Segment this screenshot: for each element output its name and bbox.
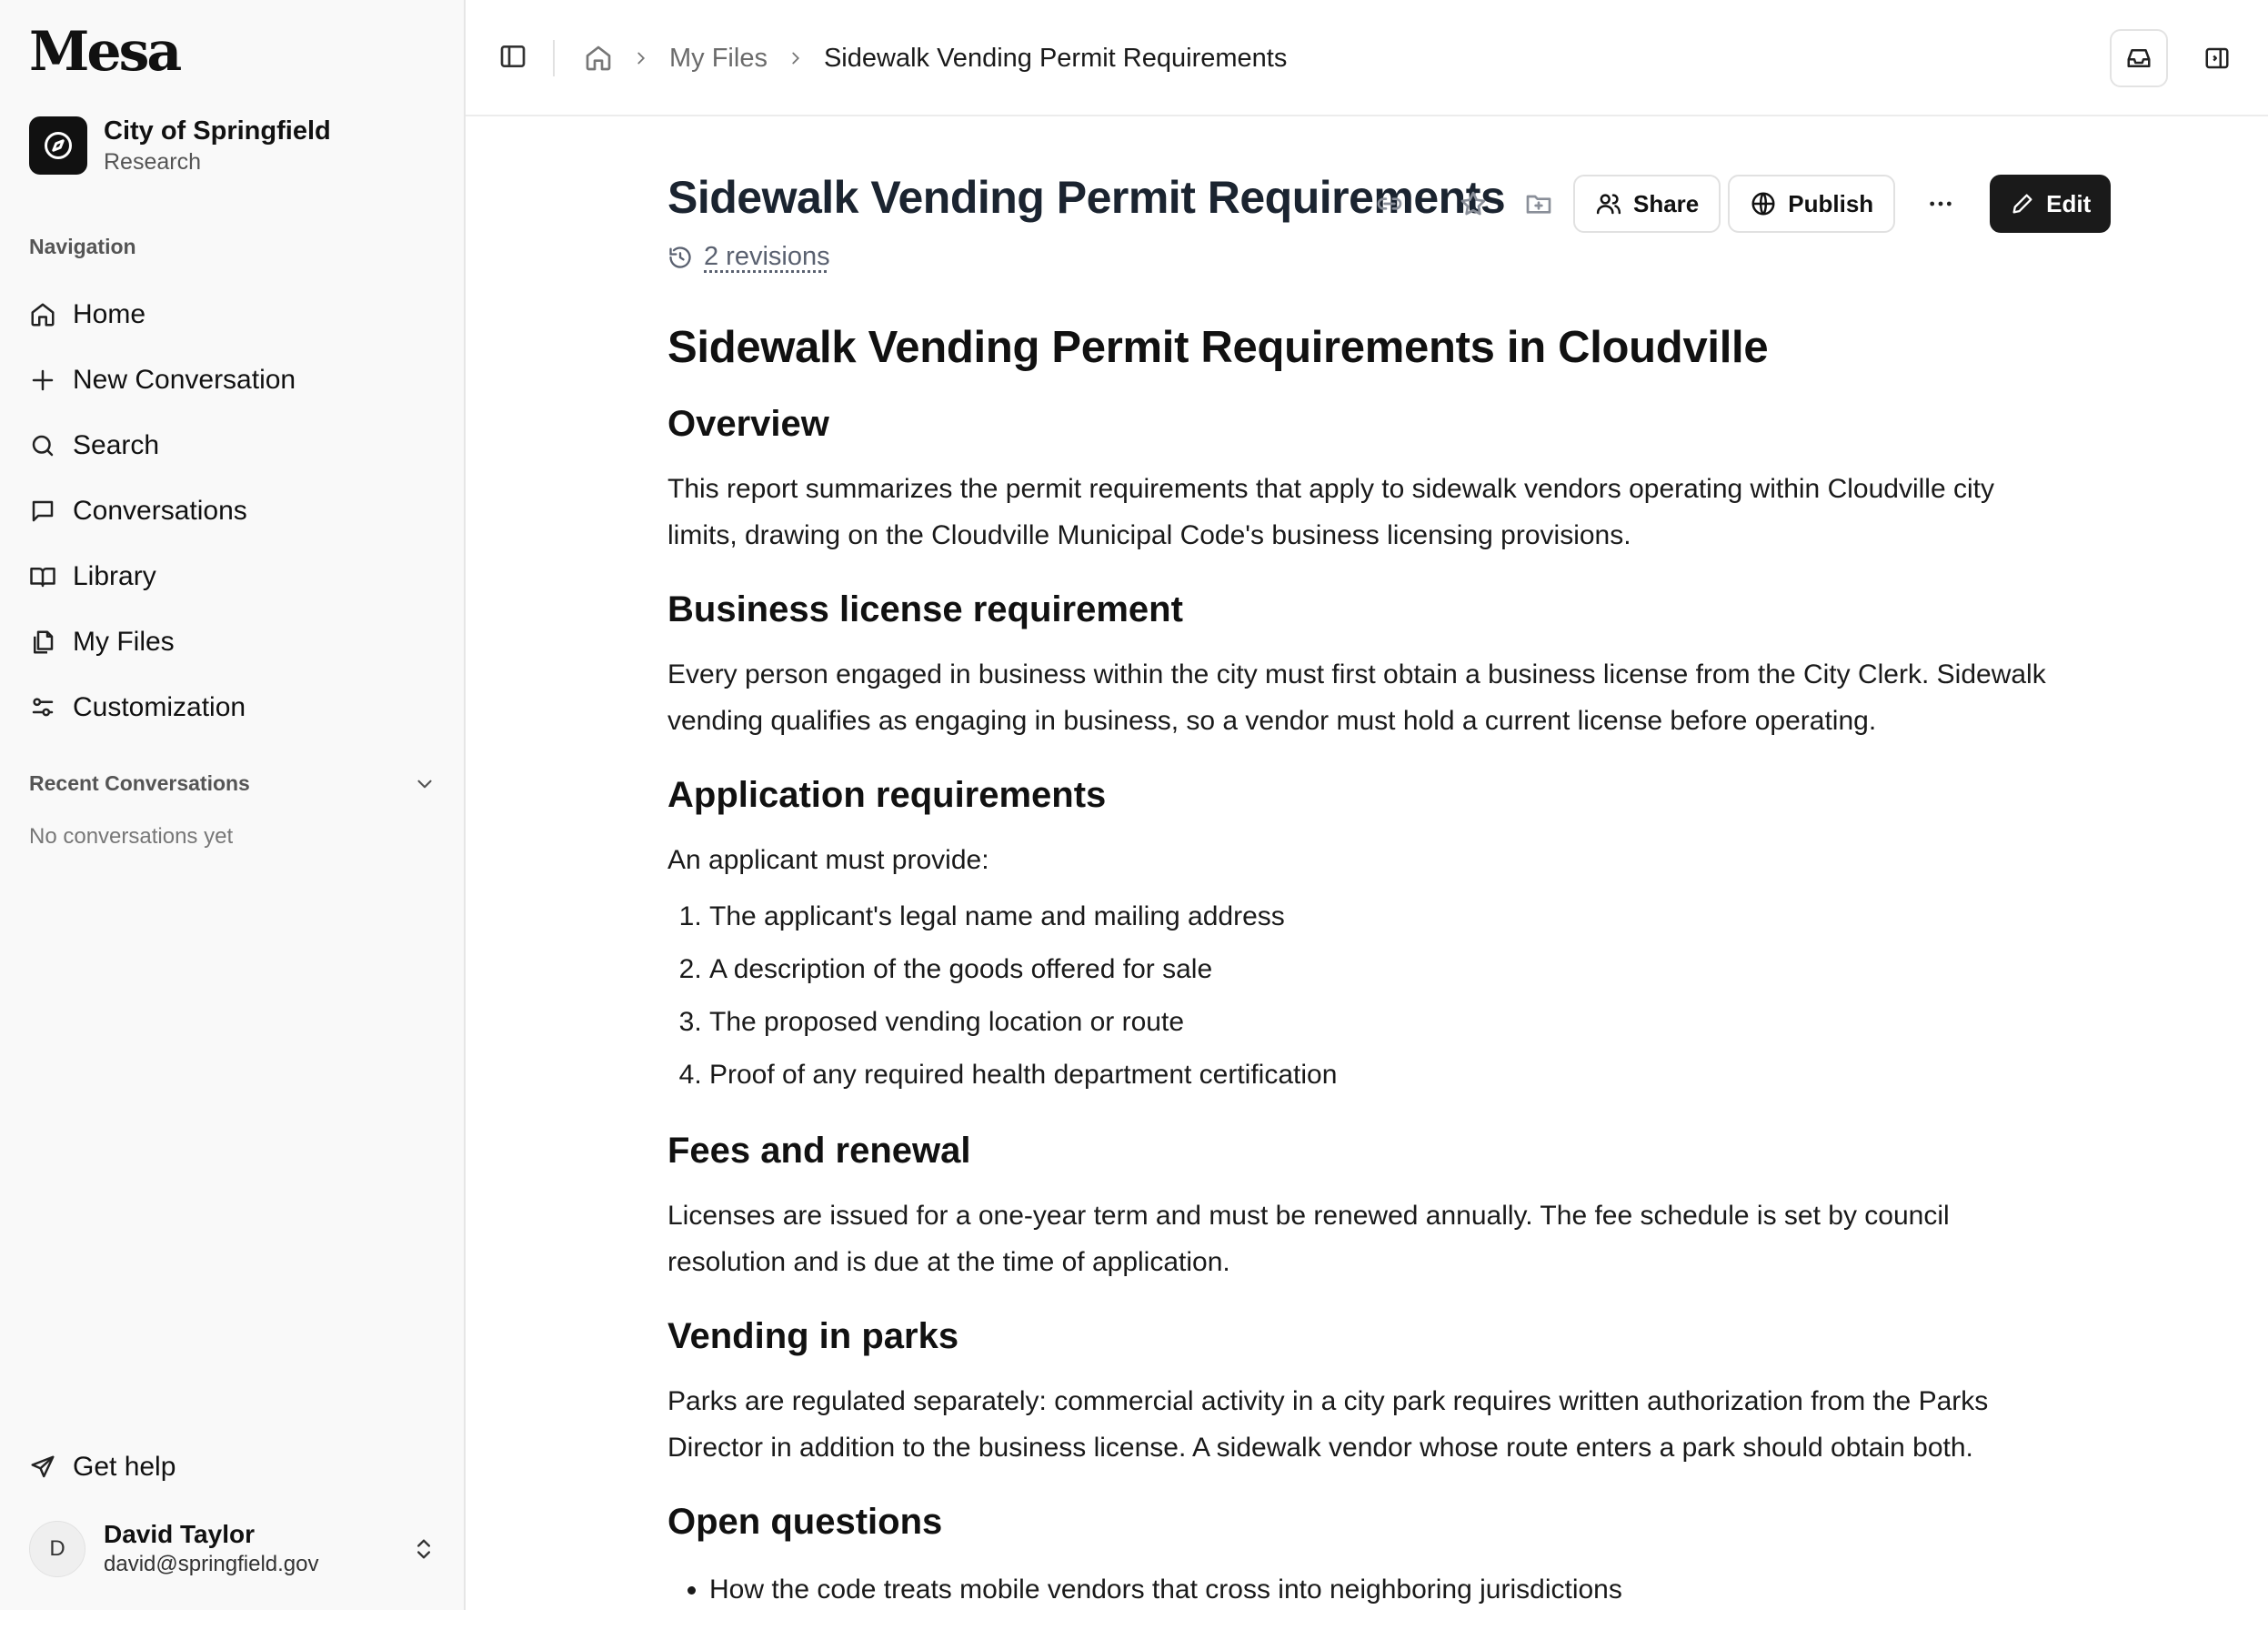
article-title: Sidewalk Vending Permit Requirements in Cloudville <box>667 323 1769 372</box>
sidebar-item-label: New Conversation <box>73 365 296 395</box>
section-heading-application: Application requirements <box>667 775 1107 815</box>
sidebar-item-customization[interactable] <box>29 675 438 740</box>
recent-conversations-toggle[interactable] <box>29 771 437 796</box>
sidebar-icon <box>498 42 527 71</box>
publish-button[interactable] <box>1728 175 1895 233</box>
more-options-button[interactable] <box>1913 175 1968 233</box>
sidebar-item-label: Search <box>73 430 160 460</box>
list-item: 2. A description of the goods offered for sale <box>709 943 2064 996</box>
panel-right-icon <box>2203 45 2231 72</box>
get-help-label: Get help <box>73 1452 176 1482</box>
list-item: 1. The applicant's legal name and mailing address <box>709 890 2064 943</box>
get-help-button[interactable] <box>29 1452 176 1483</box>
revisions-label: 2 revisions <box>704 242 830 271</box>
fees-paragraph: Licenses are issued for a one-year term and must be renewed annually. The fee schedule is set by council resolution and is due at the time of application. <box>667 1201 1950 1277</box>
sidebar-toggle-button[interactable] <box>498 42 527 75</box>
sidebar-item-search[interactable] <box>29 413 438 478</box>
edit-label: Edit <box>2046 189 2092 217</box>
compass-icon <box>29 116 87 175</box>
sidebar <box>0 0 466 1610</box>
sidebar-item-label: Conversations <box>73 496 247 526</box>
chat-icon <box>29 498 56 525</box>
document-view <box>667 116 2092 1605</box>
user-email: david@springfield.gov <box>104 1552 319 1576</box>
plus-icon <box>29 367 56 394</box>
home-icon[interactable] <box>584 44 613 73</box>
edit-button[interactable] <box>1990 175 2111 233</box>
favorite-button[interactable] <box>1446 175 1500 233</box>
avatar: D <box>29 1521 85 1577</box>
document-header <box>667 116 2092 242</box>
user-name: David Taylor <box>104 1520 255 1548</box>
document-body <box>667 318 2064 1640</box>
main-panel <box>466 0 2268 1610</box>
publish-label: Publish <box>1788 189 1874 217</box>
right-panel-toggle-button[interactable] <box>2199 29 2235 87</box>
recent-empty-text: No conversations yet <box>29 824 234 849</box>
move-to-folder-button[interactable] <box>1511 175 1566 233</box>
section-heading-license: Business license requirement <box>667 589 1183 629</box>
list-item: 3. The proposed vending location or route <box>709 996 2064 1049</box>
link-icon <box>1375 189 1404 218</box>
user-menu[interactable] <box>29 1519 437 1579</box>
star-icon <box>1459 189 1488 218</box>
inbox-icon <box>2125 45 2153 72</box>
share-label: Share <box>1633 189 1700 217</box>
sidebar-item-new-conversation[interactable] <box>29 347 438 413</box>
chevron-up-down-icon <box>411 1536 437 1562</box>
sidebar-nav <box>29 282 438 740</box>
section-heading-fees: Fees and renewal <box>667 1131 971 1171</box>
book-icon <box>29 563 56 590</box>
application-list <box>667 890 2064 1102</box>
pencil-icon <box>2010 191 2035 216</box>
app-logo[interactable]: Mesa <box>29 20 180 84</box>
chevron-down-icon <box>413 772 437 796</box>
sidebar-item-my-files[interactable] <box>29 609 438 675</box>
toolbar-divider <box>553 40 555 76</box>
breadcrumb <box>584 36 1287 80</box>
document-actions <box>1362 175 2111 233</box>
copy-link-button[interactable] <box>1362 175 1417 233</box>
sidebar-item-label: Library <box>73 561 156 591</box>
sidebar-item-conversations[interactable] <box>29 478 438 544</box>
overview-paragraph: This report summarizes the permit requirements that apply to sidewalk vendors operating within Cloudville city limits, drawing on the Cloudville Municipal Code's business licensing provisions. <box>667 474 1994 550</box>
users-icon <box>1595 190 1622 217</box>
open-questions-list <box>667 1564 2064 1616</box>
section-heading-open-questions: Open questions <box>667 1502 943 1542</box>
history-icon <box>667 245 693 270</box>
recent-conversations-label: Recent Conversations <box>29 771 250 795</box>
inbox-button[interactable] <box>2110 29 2168 87</box>
home-icon <box>29 301 56 328</box>
section-heading-parks: Vending in parks <box>667 1316 959 1356</box>
workspace-switcher[interactable] <box>29 115 331 176</box>
chevron-right-icon <box>631 48 651 68</box>
nav-section-label: Navigation <box>29 235 136 258</box>
breadcrumb-my-files[interactable]: My Files <box>669 43 768 73</box>
sidebar-item-label: Home <box>73 299 146 329</box>
revisions-link[interactable] <box>667 242 830 272</box>
breadcrumb-current: Sidewalk Vending Permit Requirements <box>823 43 1288 73</box>
sidebar-item-library[interactable] <box>29 544 438 609</box>
section-heading-overview: Overview <box>667 404 829 444</box>
license-paragraph: Every person engaged in business within the city must first obtain a business license from the City Clerk. Sidewalk vending qualifies as engaging in business, so a vendor must hold a current license before operating. <box>667 659 2046 736</box>
application-intro: An applicant must provide: <box>667 845 989 875</box>
files-icon <box>29 629 56 656</box>
sidebar-item-label: Customization <box>73 692 246 722</box>
chevron-right-icon <box>786 48 806 68</box>
document-title: Sidewalk Vending Permit Requirements <box>667 172 1506 223</box>
parks-paragraph: Parks are regulated separately: commercial activity in a city park requires written authorization from the Parks Director in addition to the business license. A sidewalk vendor whose route enters a park should obtain both. <box>667 1386 1989 1463</box>
globe-icon <box>1750 190 1777 217</box>
sidebar-item-home[interactable] <box>29 282 438 347</box>
share-button[interactable] <box>1573 175 1721 233</box>
search-icon <box>29 432 56 459</box>
sliders-icon <box>29 694 56 721</box>
list-item: • How the code treats mobile vendors that cross into neighboring jurisdictions <box>709 1564 2064 1616</box>
top-bar <box>466 0 2268 116</box>
more-horizontal-icon <box>1926 189 1955 218</box>
send-icon <box>29 1454 56 1481</box>
folder-plus-icon <box>1524 189 1553 218</box>
workspace-name: City of Springfield <box>104 116 331 146</box>
sidebar-item-label: My Files <box>73 627 175 657</box>
workspace-subtitle: Research <box>104 149 201 175</box>
list-item: 4. Proof of any required health department certification <box>709 1049 2064 1102</box>
